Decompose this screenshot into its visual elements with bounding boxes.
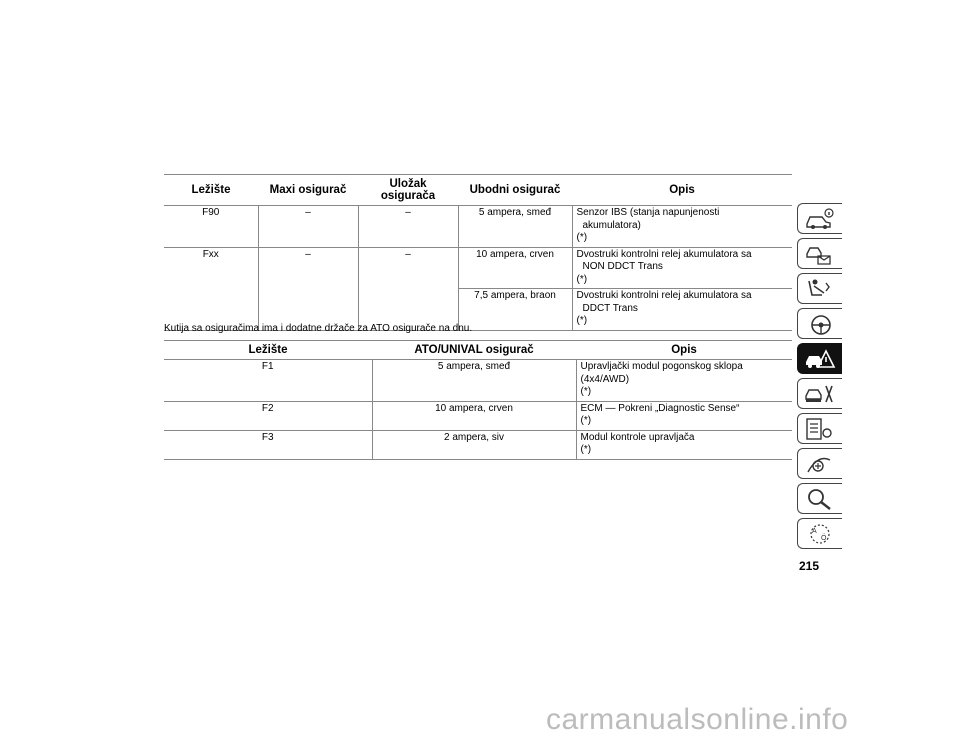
table-row xyxy=(164,360,792,402)
table-row xyxy=(164,430,792,459)
mini-fuse-cell: 7,5 ampera, braon xyxy=(458,289,572,331)
table-row xyxy=(164,206,792,248)
description-line: (*) xyxy=(576,232,588,243)
magnifier-icon xyxy=(804,487,836,511)
description-line: ECM — Pokreni „Diagnostic Sense“ xyxy=(580,402,740,414)
tab-technical-specifications[interactable] xyxy=(797,413,842,444)
car-info-icon xyxy=(804,207,836,231)
column-header: ATO/UNIVAL osigurač xyxy=(372,341,576,360)
description-line: (*) xyxy=(576,273,588,285)
mini-fuse-cell: 5 ampera, smeđ xyxy=(458,206,572,248)
tab-safety[interactable] xyxy=(797,273,842,304)
slot-cell: Fxx xyxy=(164,247,258,330)
column-header: Uložak osigurača xyxy=(358,175,458,206)
fuse-table-1 xyxy=(164,174,792,331)
car-service-icon xyxy=(804,382,836,406)
column-header: Maxi osigurač xyxy=(258,175,358,206)
description-line: Modul kontrole upravljača xyxy=(580,431,695,443)
fuse-cell: 10 ampera, crven xyxy=(372,401,576,430)
tab-index[interactable] xyxy=(797,483,842,514)
tab-starting-operating[interactable] xyxy=(797,308,842,339)
watermark: carmanualsonline.info xyxy=(546,703,849,736)
description-line: Dvostruki kontrolni relej akumulatora sa xyxy=(576,290,752,301)
languages-icon xyxy=(804,522,836,546)
table-row xyxy=(164,401,792,430)
description-line: Senzor IBS (stanja napunjenosti xyxy=(576,207,720,218)
table-header-row xyxy=(164,341,792,360)
tab-dashboard-signals[interactable] xyxy=(797,238,842,269)
maxi-fuse-cell: – xyxy=(258,247,358,330)
description-line: akumulatora) xyxy=(582,219,641,231)
multimedia-icon xyxy=(804,452,836,476)
fuse-cell: 5 ampera, smeđ xyxy=(372,360,576,402)
cartridge-fuse-cell: – xyxy=(358,206,458,248)
description-cell xyxy=(572,206,792,248)
tab-languages[interactable] xyxy=(797,518,842,549)
slot-cell: F2 xyxy=(164,401,372,430)
description-line: NON DDCT Trans xyxy=(582,261,663,272)
maxi-fuse-cell: – xyxy=(258,206,358,248)
description-line: (*) xyxy=(580,415,592,426)
description-cell xyxy=(576,401,792,430)
description-line: (*) xyxy=(580,444,592,455)
tab-in-case-of-emergency[interactable] xyxy=(797,343,842,374)
cartridge-fuse-cell: – xyxy=(358,247,458,330)
mini-fuse-cell: 10 ampera, crven xyxy=(458,247,572,289)
car-signal-icon xyxy=(804,242,836,266)
column-header: Opis xyxy=(572,175,792,206)
warning-car-icon xyxy=(804,347,836,371)
description-line: Upravljački modul pogonskog sklopa xyxy=(580,361,743,372)
table-header-row xyxy=(164,175,792,206)
svg-text:A: A xyxy=(812,528,817,535)
column-header: Opis xyxy=(576,341,792,360)
tab-getting-to-know-vehicle[interactable] xyxy=(797,203,842,234)
column-header: Ležište xyxy=(164,341,372,360)
fuse-table-2 xyxy=(164,340,792,460)
slot-cell: F90 xyxy=(164,206,258,248)
slot-cell: F3 xyxy=(164,430,372,459)
description-cell xyxy=(576,430,792,459)
column-header: Ležište xyxy=(164,175,258,206)
description-line: (*) xyxy=(580,386,592,397)
description-line: (*) xyxy=(576,315,588,326)
table-row xyxy=(164,247,792,289)
tab-multimedia[interactable] xyxy=(797,448,842,479)
tab-servicing-maintenance[interactable] xyxy=(797,378,842,409)
description-line: DDCT Trans xyxy=(582,302,638,314)
slot-cell: F1 xyxy=(164,360,372,402)
steering-wheel-icon xyxy=(804,312,836,336)
description-cell xyxy=(572,247,792,289)
intro-text: Kutija sa osiguračima ima i dodatne držače za ATO osigurače na dnu. xyxy=(164,323,473,334)
description-line: (4x4/AWD) xyxy=(580,373,630,385)
fuse-cell: 2 ampera, siv xyxy=(372,430,576,459)
description-cell xyxy=(572,289,792,331)
specifications-icon xyxy=(804,417,836,441)
description-line: Dvostruki kontrolni relej akumulatora sa xyxy=(576,248,752,260)
page-number: 215 xyxy=(799,559,820,573)
svg-text:Ö: Ö xyxy=(821,535,827,542)
seat-safety-icon xyxy=(804,277,836,301)
column-header: Ubodni osigurač xyxy=(458,175,572,206)
description-cell xyxy=(576,360,792,402)
